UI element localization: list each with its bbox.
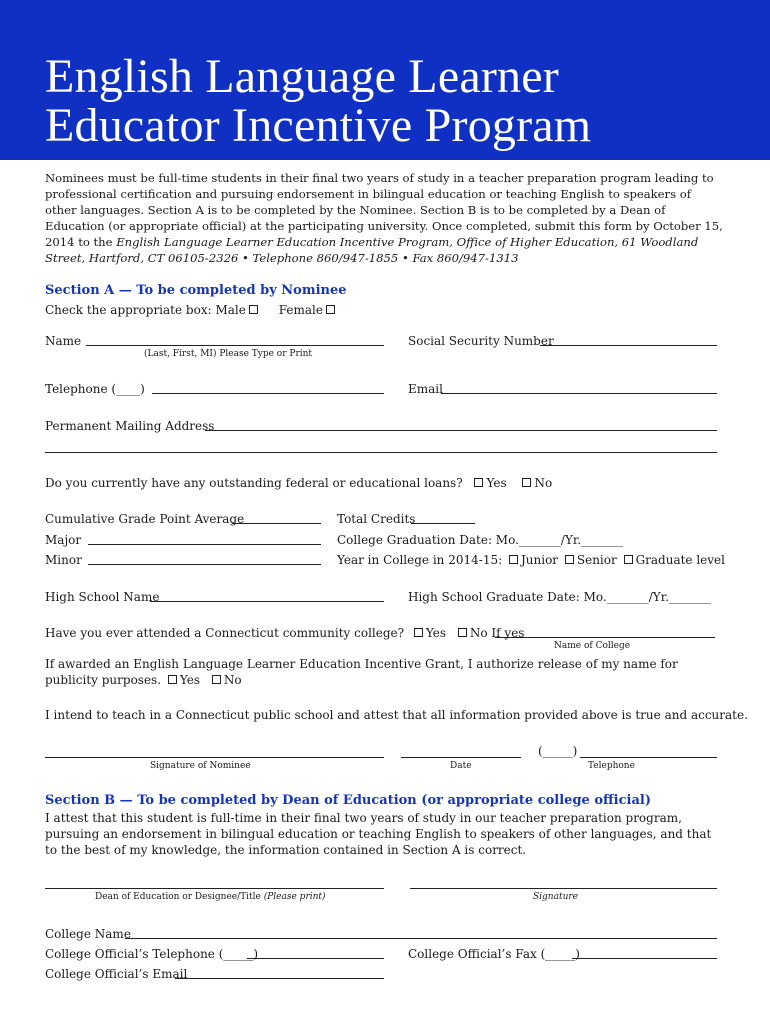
minor-label: Minor bbox=[45, 553, 82, 567]
junior-label: Junior bbox=[520, 553, 559, 567]
senior-checkbox[interactable] bbox=[565, 555, 574, 564]
gpa-label: Cumulative Grade Point Average bbox=[45, 512, 245, 526]
grad-date-label: College Graduation Date: Mo._______/Yr._______ bbox=[337, 533, 624, 547]
female-checkbox[interactable] bbox=[326, 305, 335, 314]
telephone-label: Telephone (____) bbox=[45, 382, 145, 396]
address-field-1[interactable] bbox=[205, 430, 717, 431]
publicity-no-label: No bbox=[223, 673, 242, 687]
attest-paragraph: I attest that this student is full-time in their final two years of study in our teacher preparation program, pursuing an endorsement in bilingual education or teaching English to speakers of other languages, and that to the best of my knowledge, the information contained in Section A is correct. bbox=[45, 811, 712, 857]
graduate-label: Graduate level bbox=[635, 553, 725, 567]
hs-grad-label: High School Graduate Date: Mo._______/Yr._______ bbox=[408, 590, 711, 604]
intro-address: English Language Learner Education Incentive Program, Office of Higher Education, 61 Woodland Street, Hartford, CT 06105-2326 • Telephone 860/947-1855 • Fax 860/947-1313 bbox=[45, 235, 699, 265]
publicity-yes-label: Yes bbox=[179, 673, 200, 687]
year-label: Year in College in 2014-15: bbox=[337, 553, 503, 567]
nominee-signature-label: Signature of Nominee bbox=[150, 761, 251, 771]
ssn-field[interactable] bbox=[540, 345, 717, 346]
official-email-field[interactable] bbox=[175, 978, 384, 979]
title-line-1: English Language Learner bbox=[45, 50, 559, 103]
gender-prompt: Check the appropriate box: bbox=[45, 303, 212, 317]
female-label: Female bbox=[278, 303, 323, 317]
please-print: (Please print) bbox=[263, 892, 326, 902]
cc-if-yes: If yes bbox=[491, 626, 525, 640]
publicity-paragraph bbox=[45, 656, 725, 688]
gender-row bbox=[45, 303, 338, 318]
graduate-checkbox[interactable] bbox=[624, 555, 633, 564]
intro-text: Nominees must be full-time students in their final two years of study in a teacher preparation program leading to professional certification and pursuing endorsement in bilingual education or teaching English to speakers of other languages. Section A is to be completed by the Nominee. Section B is to be completed by a Dean of Education (or appropriate official) at the participating university. Once completed, submit this form by October 15, 2014 to the bbox=[45, 171, 723, 249]
male-label: Male bbox=[215, 303, 246, 317]
email-label: Email bbox=[408, 382, 443, 396]
cc-no-label: No bbox=[469, 626, 488, 640]
college-name-input[interactable] bbox=[125, 938, 717, 939]
loans-no-label: No bbox=[534, 476, 553, 490]
credits-label: Total Credits bbox=[337, 512, 416, 526]
publicity-yes-checkbox[interactable] bbox=[168, 675, 177, 684]
cc-yes-checkbox[interactable] bbox=[414, 628, 423, 637]
nominee-signature-field[interactable] bbox=[45, 757, 384, 758]
senior-label: Senior bbox=[576, 553, 617, 567]
loans-row bbox=[45, 476, 552, 491]
official-phone-label: College Official’s Telephone (_____) bbox=[45, 947, 259, 961]
loans-yes-label: Yes bbox=[486, 476, 507, 490]
loans-no-checkbox[interactable] bbox=[522, 478, 531, 487]
nominee-phone-field[interactable] bbox=[580, 757, 717, 758]
dean-signature-field[interactable] bbox=[410, 888, 717, 889]
address-label: Permanent Mailing Address bbox=[45, 419, 215, 433]
minor-field[interactable] bbox=[88, 564, 321, 565]
dean-label bbox=[95, 892, 326, 903]
loans-yes-checkbox[interactable] bbox=[474, 478, 483, 487]
gpa-field[interactable] bbox=[232, 523, 321, 524]
cc-row bbox=[45, 626, 524, 641]
title-line-2: Educator Incentive Program bbox=[45, 99, 592, 152]
header-banner bbox=[0, 0, 770, 160]
intro-paragraph bbox=[45, 170, 725, 266]
email-field[interactable] bbox=[441, 393, 717, 394]
date-label: Date bbox=[450, 761, 472, 771]
phone-prefix: (_____) bbox=[538, 744, 578, 758]
dean-field[interactable] bbox=[45, 888, 384, 889]
official-email-label: College Official’s Email bbox=[45, 967, 188, 981]
name-field[interactable] bbox=[86, 345, 384, 346]
hs-name-label: High School Name bbox=[45, 590, 160, 604]
loans-question: Do you currently have any outstanding federal or educational loans? bbox=[45, 476, 463, 490]
college-name-field[interactable] bbox=[495, 637, 715, 638]
college-name-label: College Name bbox=[45, 927, 131, 941]
major-label: Major bbox=[45, 533, 82, 547]
cc-no-checkbox[interactable] bbox=[458, 628, 467, 637]
address-field-2[interactable] bbox=[45, 452, 717, 453]
year-row bbox=[337, 553, 725, 568]
name-of-college-hint: Name of College bbox=[554, 641, 631, 651]
publicity-no-checkbox[interactable] bbox=[212, 675, 221, 684]
section-b-title: Section B — To be completed by Dean of Education (or appropriate college official) bbox=[45, 793, 651, 808]
junior-checkbox[interactable] bbox=[509, 555, 518, 564]
hs-name-field[interactable] bbox=[150, 601, 384, 602]
dean-signature-label: Signature bbox=[533, 892, 579, 902]
section-a-title: Section A — To be completed by Nominee bbox=[45, 283, 347, 298]
name-hint: (Last, First, MI) Please Type or Print bbox=[144, 349, 313, 359]
official-fax-field[interactable] bbox=[572, 958, 717, 959]
official-phone-field[interactable] bbox=[247, 958, 384, 959]
ssn-label: Social Security Number bbox=[408, 334, 554, 348]
cc-yes-label: Yes bbox=[425, 626, 447, 640]
dean-label-text: Dean of Education or Designee/Title bbox=[95, 892, 261, 902]
publicity-text: If awarded an English Language Learner Education Incentive Grant, I authorize release of my name for publicity purposes. bbox=[45, 657, 678, 687]
nominee-phone-label: Telephone bbox=[588, 761, 635, 771]
intend-text: I intend to teach in a Connecticut public school and attest that all information provided above is true and accurate. bbox=[45, 708, 748, 722]
telephone-field[interactable] bbox=[152, 393, 384, 394]
major-field[interactable] bbox=[88, 544, 321, 545]
cc-question: Have you ever attended a Connecticut community college? bbox=[45, 626, 405, 640]
male-checkbox[interactable] bbox=[249, 305, 258, 314]
page-title bbox=[45, 52, 591, 150]
name-label: Name bbox=[45, 334, 82, 348]
official-fax-label: College Official’s Fax (_____) bbox=[408, 947, 580, 961]
credits-field[interactable] bbox=[411, 523, 475, 524]
date-field[interactable] bbox=[401, 757, 521, 758]
